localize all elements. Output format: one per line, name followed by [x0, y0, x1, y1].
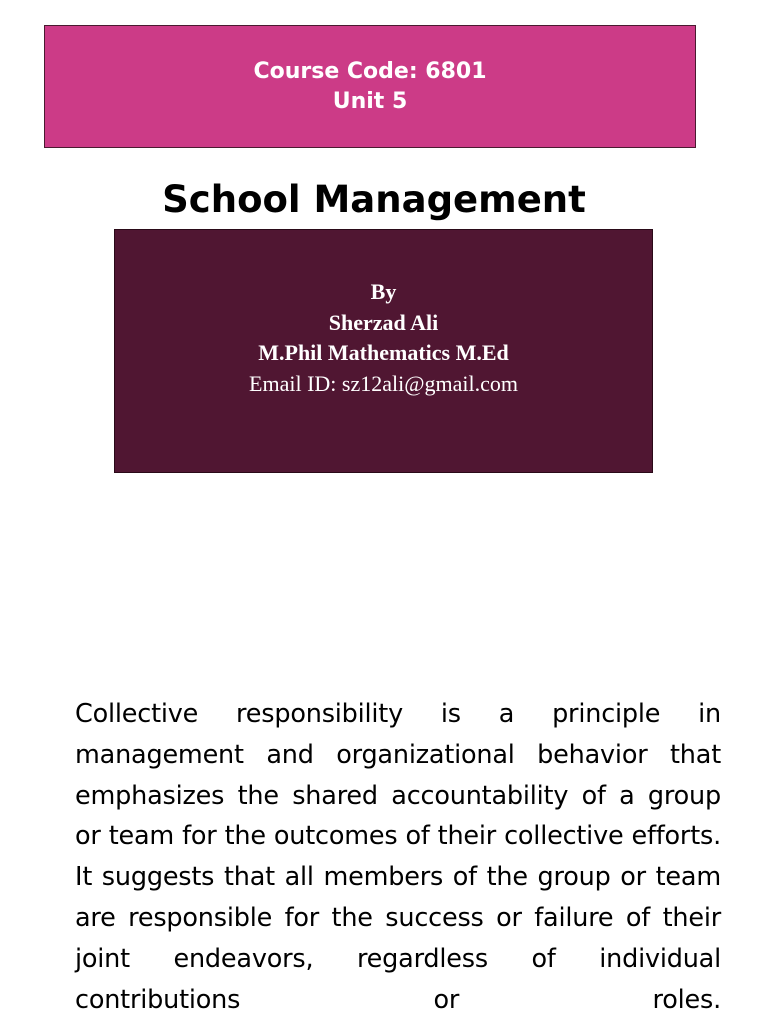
author-name: Sherzad Ali — [328, 309, 439, 335]
unit-label: Unit 5 — [332, 88, 408, 114]
body-paragraph: Collective responsibility is a principle in management and organizational behavior that emphasizes the shared accountability of a group or team for the outcomes of their collective efforts. It suggests that all members of the group or team are responsible for the success or failure of their joint endeavors, regardless of individual contributions or roles. — [75, 699, 721, 1015]
author-email: Email ID: sz12ali@gmail.com — [249, 370, 518, 396]
course-code: Course Code: 6801 — [253, 58, 487, 84]
by-label: By — [370, 279, 397, 304]
author-qualification: M.Phil Mathematics M.Ed — [258, 340, 509, 365]
page-title: School Management — [162, 178, 586, 221]
author-box — [114, 229, 653, 473]
course-header-box — [44, 25, 696, 148]
